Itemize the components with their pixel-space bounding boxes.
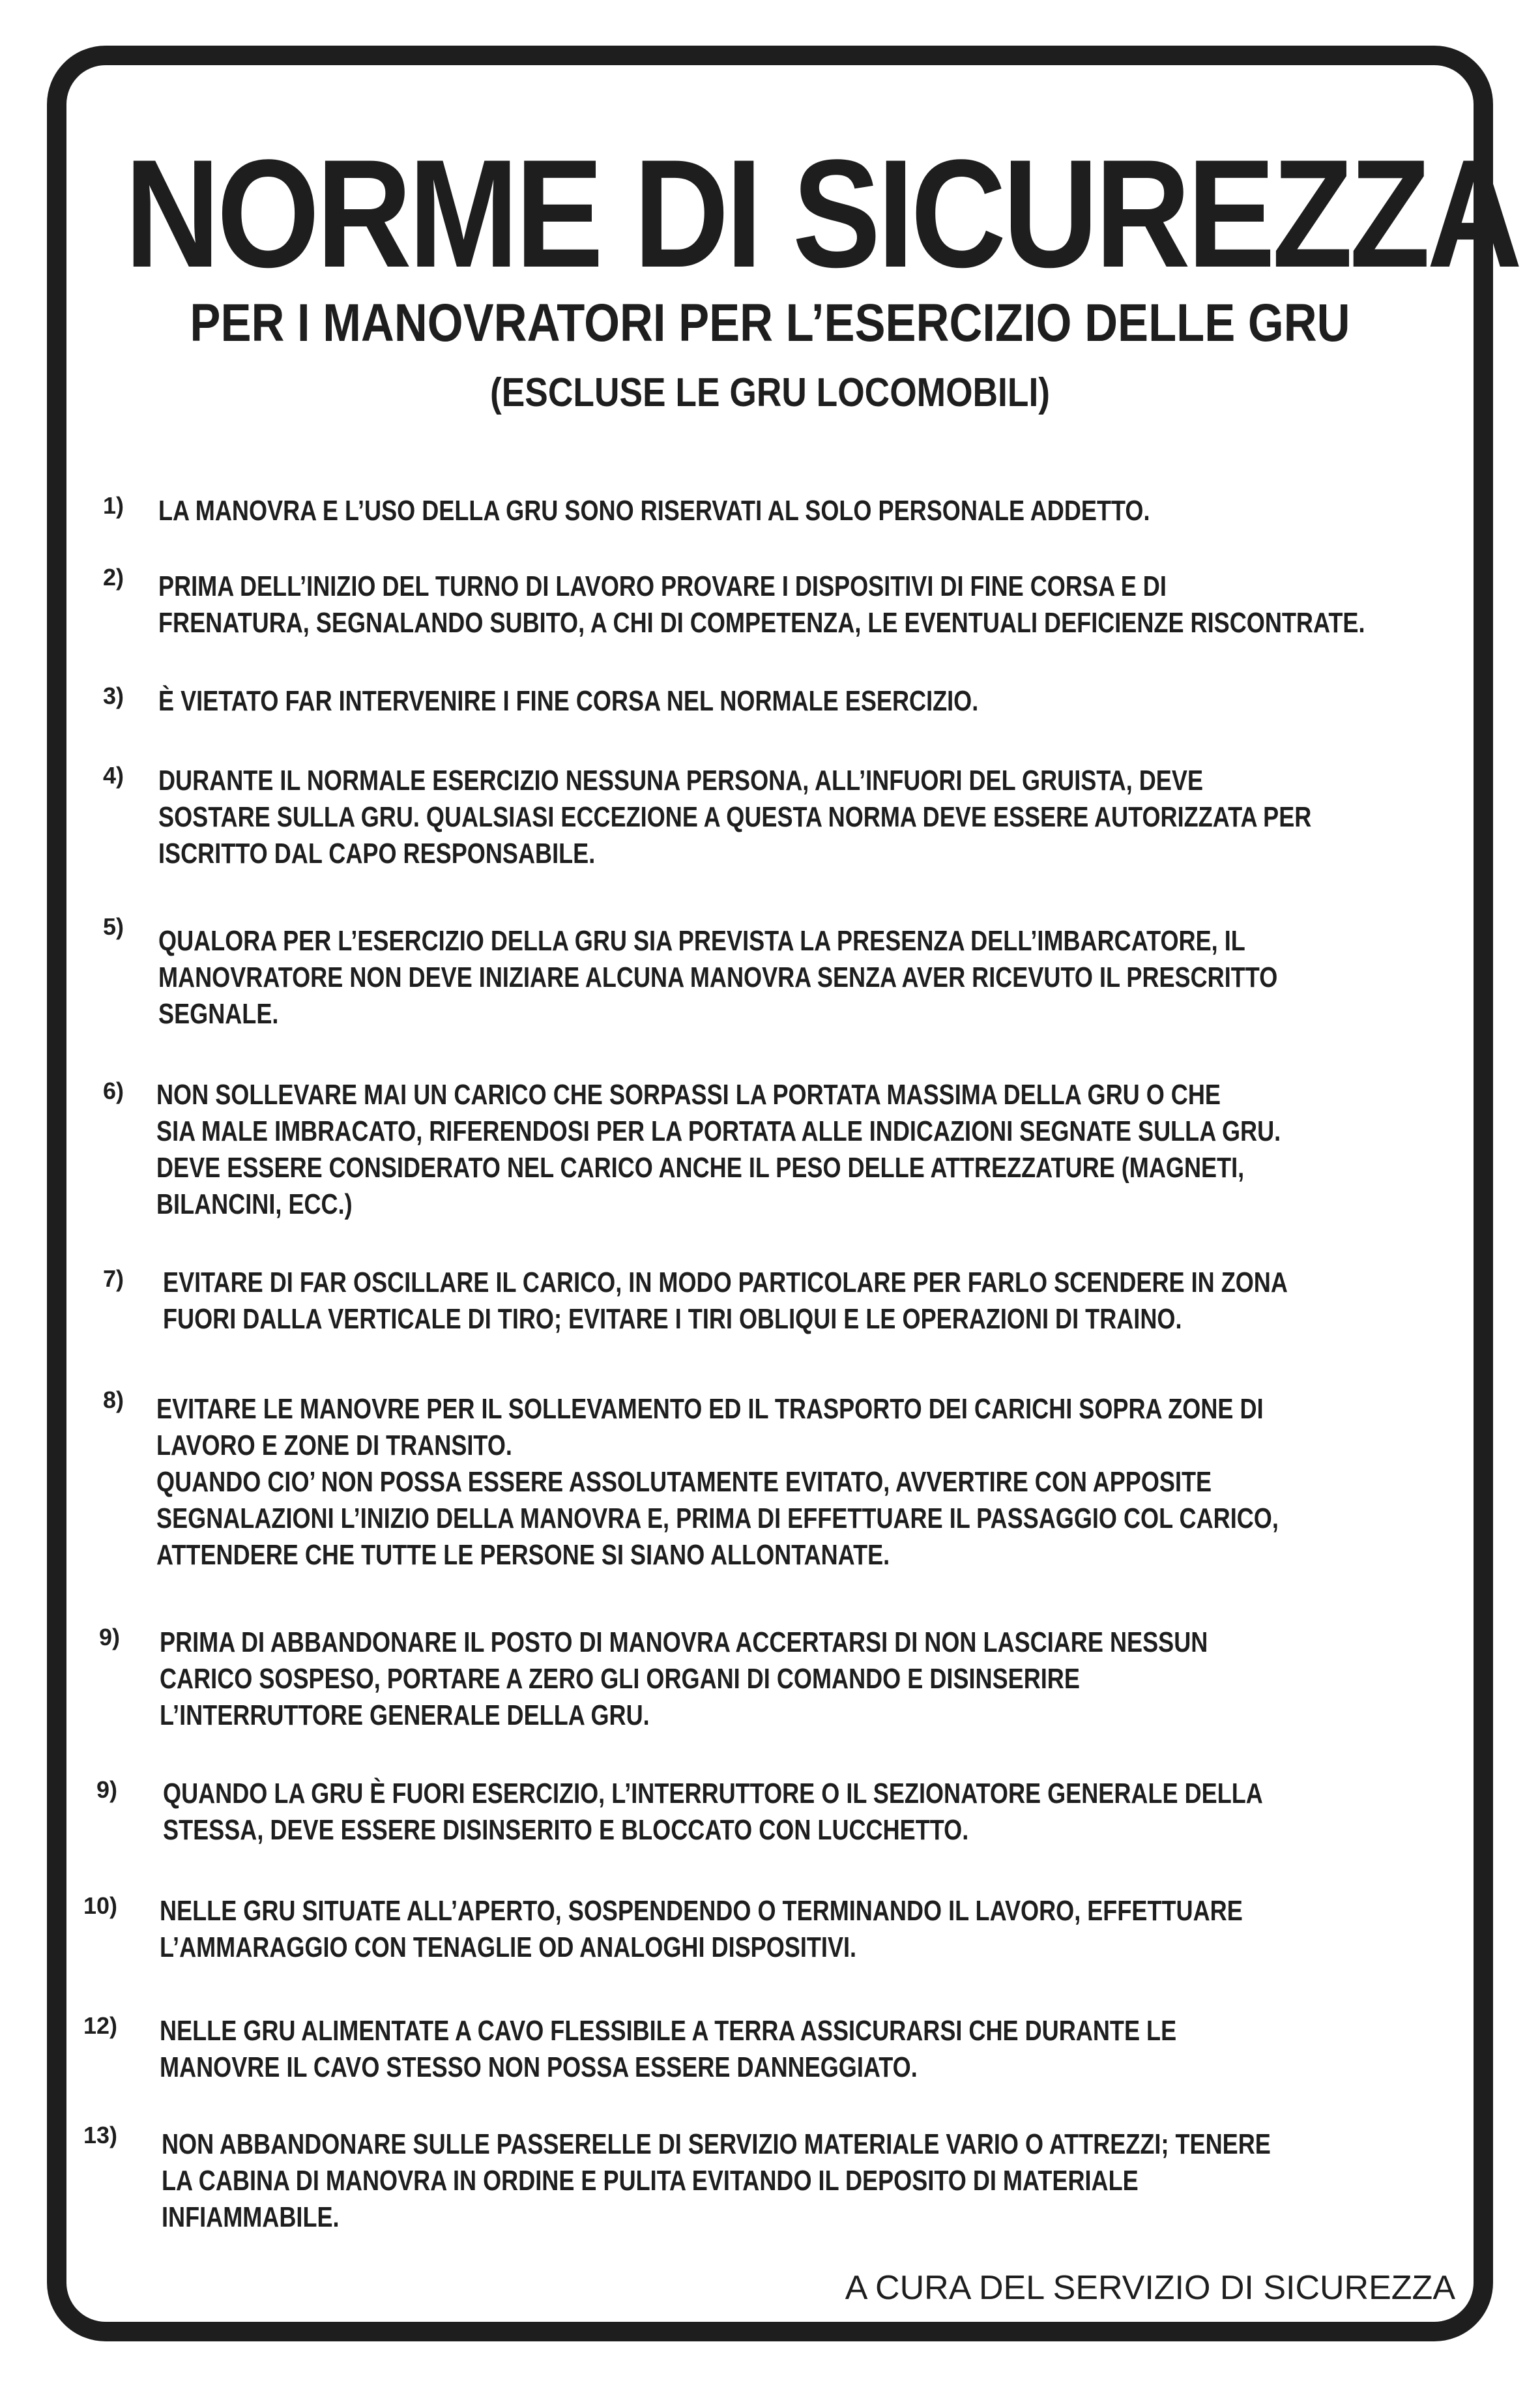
rule-number: 4) <box>103 762 124 789</box>
footer-credit: A CURA DEL SERVIZIO DI SICUREZZA <box>845 2269 1455 2307</box>
rule-number: 2) <box>103 564 124 591</box>
rule-item <box>0 764 1540 894</box>
rule-text: È VIETATO FAR INTERVENIRE I FINE CORSA NEL NORMALE ESERCIZIO. <box>158 685 979 717</box>
rule-item <box>0 1077 1540 1220</box>
rule-item <box>0 1267 1540 1398</box>
sign-subtitle: PER I MANOVRATORI PER L’ESERCIZIO DELLE GRU <box>190 293 1350 353</box>
rule-text: NELLE GRU SITUATE ALL’APERTO, SOSPENDENDO O TERMINANDO IL LAVORO, EFFETTUARE L’AMMARAGGIO CON TENAGLIE OD ANALOGHI DISPOSITIVI. <box>160 1895 1243 1963</box>
rule-number: 9) <box>99 1624 121 1650</box>
rule-text: LA MANOVRA E L’USO DELLA GRU SONO RISERVATI AL SOLO PERSONALE ADDETTO. <box>158 495 1150 527</box>
rule-text: NELLE GRU ALIMENTATE A CAVO FLESSIBILE A TERRA ASSICURARSI CHE DURANTE LE MANOVRE IL CAVO STESSO NON POSSA ESSERE DANNEGGIATO. <box>160 2015 1177 2083</box>
rule-number: 13) <box>83 2122 118 2148</box>
rule-item <box>0 1626 1540 1756</box>
rule-number: 9) <box>96 1776 118 1803</box>
rule-item <box>0 1894 1540 2025</box>
sign-subnote: (ESCLUSE LE GRU LOCOMOBILI) <box>489 370 1051 415</box>
rule-text: PRIMA DI ABBANDONARE IL POSTO DI MANOVRA ACCERTARSI DI NON LASCIARE NESSUN CARICO SOSPESO, PORTARE A ZERO GLI ORGANI DI COMANDO E DISINSERIRE L’INTERRUTTORE GENERALE DELLA GRU. <box>160 1626 1208 1731</box>
rule-number: 10) <box>83 1892 118 1919</box>
rule-number: 12) <box>83 2012 118 2039</box>
rule-item <box>0 566 1540 696</box>
rule-text: NON ABBANDONARE SULLE PASSERELLE DI SERVIZIO MATERIALE VARIO O ATTREZZI; TENERE LA CABINA DI MANOVRA IN ORDINE E PULITA EVITANDO IL DEPOSITO DI MATERIALE INFIAMMABILE. <box>162 2128 1271 2233</box>
rule-text: QUALORA PER L’ESERCIZIO DELLA GRU SIA PREVISTA LA PRESENZA DELL’IMBARCATORE, IL MANOVRATORE NON DEVE INIZIARE ALCUNA MANOVRA SENZA AVER RICEVUTO IL PRESCRITTO SEGNALE. <box>158 925 1278 1030</box>
rule-item <box>0 915 1540 1046</box>
rule-text: NON SOLLEVARE MAI UN CARICO CHE SORPASSI LA PORTATA MASSIMA DELLA GRU O CHE SIA MALE IMBRACATO, RIFERENDOSI PER LA PORTATA ALLE INDICAZIONI SEGNATE SULLA GRU. DEVE ESSERE CONSIDERATO NEL CARICO ANCHE IL PESO DELLE ATTREZZATURE (MAGNETI, BILANCINI, ECC.) <box>156 1079 1281 1220</box>
rule-text: EVITARE DI FAR OSCILLARE IL CARICO, IN MODO PARTICOLARE PER FARLO SCENDERE IN ZONA FUORI DALLA VERTICALE DI TIRO; EVITARE I TIRI OBLIQUI E LE OPERAZIONI DI TRAINO. <box>163 1267 1288 1335</box>
rule-number: 1) <box>103 492 124 519</box>
rule-item <box>0 1386 1540 1571</box>
rule-text: DURANTE IL NORMALE ESERCIZIO NESSUNA PERSONA, ALL’INFUORI DEL GRUISTA, DEVE SOSTARE SULLA GRU. QUALSIASI ECCEZIONE A QUESTA NORMA DEVE ESSERE AUTORIZZATA PER ISCRITTO DAL CAPO RESPONSABILE. <box>158 765 1312 870</box>
sign-title: NORME DI SICUREZZA <box>124 128 1519 300</box>
rule-number: 7) <box>103 1265 124 1292</box>
rule-number: 3) <box>103 682 124 709</box>
rule-number: 5) <box>103 913 124 940</box>
rule-text: QUANDO LA GRU È FUORI ESERCIZIO, L’INTERRUTTORE O IL SEZIONATORE GENERALE DELLA STESSA, DEVE ESSERE DISINSERITO E BLOCCATO CON LUCCHETTO. <box>163 1778 1263 1846</box>
rule-text: PRIMA DELL’INIZIO DEL TURNO DI LAVORO PROVARE I DISPOSITIVI DI FINE CORSA E DI FRENATURA, SEGNALANDO SUBITO, A CHI DI COMPETENZA, LE EVENTUALI DEFICIENZE RISCONTRATE. <box>158 570 1365 639</box>
rule-number: 8) <box>103 1386 124 1413</box>
rule-number: 6) <box>103 1077 124 1104</box>
rule-item <box>0 2124 1540 2254</box>
rule-item <box>0 1778 1540 1909</box>
rule-text: EVITARE LE MANOVRE PER IL SOLLEVAMENTO ED IL TRASPORTO DEI CARICHI SOPRA ZONE DI LAVORO E ZONE DI TRANSITO. QUANDO CIO’ NON POSSA ESSERE ASSOLUTAMENTE EVITATO, AVVERTIRE CON APPOSITE SEGNALAZIONI L’INIZIO DELLA MANOVRA E, PRIMA DI EFFETTUARE IL PASSAGGIO COL CARICO, ATTENDERE CHE TUTTE LE PERSONE SI SIANO ALLONTANATE. <box>156 1393 1279 1571</box>
